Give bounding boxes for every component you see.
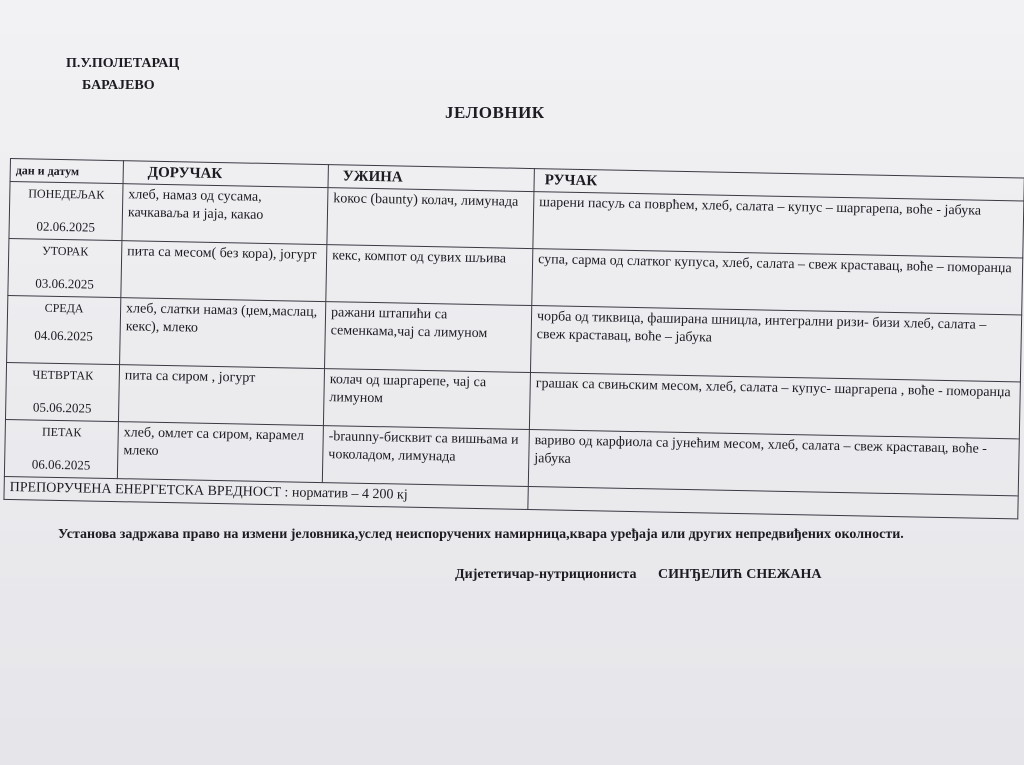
snack-cell: ражани штапићи са семенкама,чај са лимуном — [325, 302, 532, 373]
signature — [455, 567, 840, 583]
energy-value: ПРЕПОРУЧЕНА ЕНЕРГЕТСКА ВРЕДНОСТ : норматив – 4 200 кј — [4, 476, 528, 509]
breakfast-cell: хлеб, слатки намаз (џем,маслац, кекс), млеко — [120, 298, 326, 369]
day-name: ЧЕТВРТАК — [32, 367, 94, 383]
day-name: СРЕДА — [44, 300, 84, 316]
snack-cell: kокос (baunty) колач, лимунада — [327, 188, 534, 249]
day-cell — [9, 182, 123, 241]
page-title: ЈЕЛОВНИК — [445, 103, 545, 122]
day-cell — [8, 238, 122, 297]
lunch-cell: чорба од тиквица, фаширана шницла, интегрални ризи- бизи хлеб, салата – свеж краставац, воће – јабука — [530, 306, 1021, 382]
breakfast-cell: хлеб, омлет са сиром, карамел млеко — [117, 422, 323, 483]
institution-city: БАРАЈЕВО — [82, 78, 155, 93]
day-date: 05.06.2025 — [32, 399, 92, 416]
header-snack: УЖИНА — [328, 165, 534, 192]
header-lunch: РУЧАК — [534, 169, 1024, 201]
day-date: 02.06.2025 — [36, 218, 96, 235]
lunch-cell: шарени пасуљ са поврћем, хлеб, салата – купус – шаргарепа, воће - јабука — [533, 192, 1024, 258]
snack-cell: -braunny-бисквит са вишњама и чоколадом, лимунада — [322, 426, 529, 487]
day-cell — [7, 295, 121, 364]
lunch-cell: грашак са свињским месом, хлеб, салата – купус- шаргарепа , воће - поморанџа — [529, 373, 1020, 439]
lunch-cell: супа, сарма од слатког купуса, хлеб, салата – свеж краставац, воће – поморанџа — [532, 249, 1023, 315]
lunch-cell: вариво од карфиола са јунећим месом, хлеб, салата – свеж краставац, воће - јабука — [528, 430, 1019, 496]
day-name: УТОРАК — [42, 243, 89, 259]
institution-name: П.У.ПОЛЕТАРАЦ — [66, 56, 180, 71]
day-date: 03.06.2025 — [35, 275, 94, 292]
signature-role: Дијететичар-нутрициониста — [455, 567, 637, 582]
day-name: ПЕТАК — [41, 424, 82, 440]
signature-name: СИНЂЕЛИЋ СНЕЖАНА — [657, 567, 822, 582]
header-breakfast: ДОРУЧАК — [123, 161, 328, 188]
day-name: ПОНЕДЕЉАК — [28, 186, 105, 202]
breakfast-cell: пита са сиром , јогурт — [118, 365, 324, 426]
day-cell — [4, 419, 118, 478]
day-date: 06.06.2025 — [31, 456, 91, 473]
snack-cell: колач од шаргарепе, чај са лимуном — [323, 369, 530, 430]
disclaimer-note: Установа задржава право на измени јеловника,услед неиспоручених намирница,квара уређаја или других непредвиђених околности. — [58, 527, 904, 542]
day-cell — [5, 362, 119, 421]
day-date: 04.06.2025 — [34, 327, 93, 344]
menu-table — [3, 158, 1024, 519]
snack-cell: кекс, компот од сувих шљива — [326, 245, 533, 306]
breakfast-cell: хлеб, намаз од сусама, качкаваља и јаја, какао — [122, 184, 328, 245]
header-day: дан и датум — [10, 159, 123, 184]
breakfast-cell: пита са месом( без кора), јогурт — [121, 241, 327, 302]
